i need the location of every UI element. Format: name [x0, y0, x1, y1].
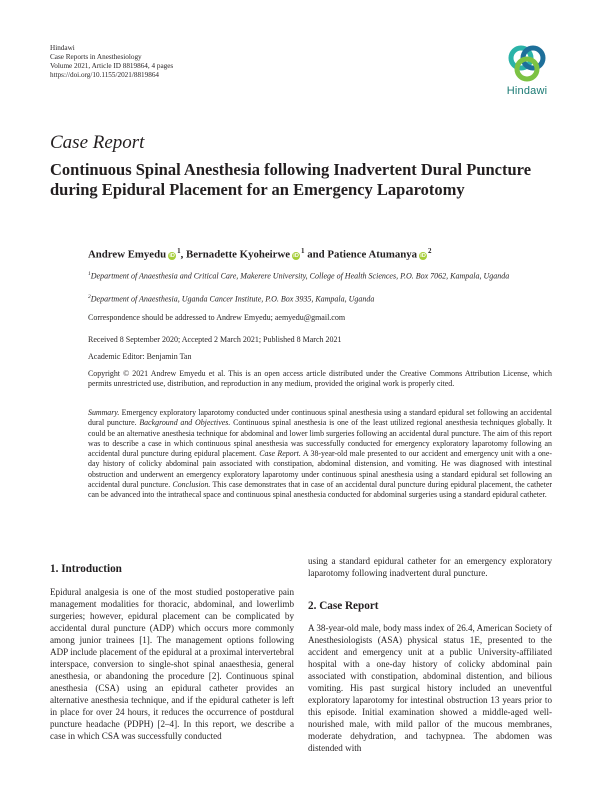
hindawi-logo — [498, 44, 556, 104]
body-paragraph: Epidural analgesia is one of the most studied postoperative pain management modalities for thoracic, abdominal, and lowerlimb surgeries; however, epidural placement can be complicated by accidental dural puncture (ADP) which occurs more commonly among junior trainees [1]. The management options following ADP include placement of the epidural at a proximal intervertebral interspace, conversion to single-shot spinal anaesthesia, general anesthesia, or abandoning the procedure [2]. Continuous spinal anesthesia (CSA) using an epidural catheter provides an alternative anesthesia technique, and if the epidural catheter is left in place for over 24 hours, it reduces the occurrence of postdural puncture headache (PDPH) [2–4]. In this report, we describe a case in which CSA was successfully conducted — [50, 587, 294, 741]
abstract-label: Conclusion. — [172, 480, 211, 490]
orcid-icon[interactable]: iD — [420, 252, 426, 259]
author-name[interactable]: Andrew Emyedu — [88, 248, 167, 261]
affiliation: $^2$Department of Anaesthesia, Uganda Cancer Institute, P.O. Box 3935, Kampala, Uganda — [88, 294, 375, 304]
orcid-icon[interactable]: iD — [169, 252, 175, 259]
logo-text: Hindawi — [506, 85, 548, 97]
author-conjunction: and — [307, 248, 325, 261]
author-name[interactable]: Patience Atumanya — [327, 248, 418, 261]
abstract: Summary. Emergency exploratory laparotomy conducted under continuous spinal anesthesia using a standard epidural set following an accidental dural puncture. Background and Objectives. Continuous spinal anesthesia is one of the least utilized regional anesthesia techniques globally. It could be an alternative anesthesia technique for abdominal and lower limb surgeries following an accidental dural puncture. The aim of this report was to describe a case in which continuous spinal anesthesia was successfully conducted for emergency exploratory laparotomy following an accidental dural puncture during epidural placement. Case Report. A 38-year-old male presented to our accident and emergency unit with a one-day history of colicky abdominal pain associated with constipation, abdominal distension, and vomiting. He was diagnosed with intestinal obstruction and underwent an emergency exploratory laparotomy under continuous spinal anesthesia using a standard epidural set following an accidental dural puncture. Conclusion. This case demonstrates that in case of an accidental dural puncture during epidural placement, the catheter can be advanced into the intrathecal space and continuous spinal anesthesia conducted for abdominal surgeries using a standard epidural catheter. — [88, 408, 553, 500]
journal-name: Case Reports in Anesthesiology — [50, 53, 142, 61]
section-heading: 2. Case Report — [308, 600, 379, 612]
academic-editor: Academic Editor: Benjamin Tan — [88, 352, 192, 361]
body-paragraph: A 38-year-old male, body mass index of 26.4, American Society of Anesthesiologists (ASA) physical status 1E, presented to the accident and emergency unit at a public University-affiliated hospital with a one-day history of colicky abdominal pain associated with constipation, abdominal distention, and bilious vomiting. His past surgical history included an uneventful exploratory laparotomy for intestinal obstruction 13 years prior to this episode. Initial examination showed a middle-aged well-nourished male, with mild pallor of the mucous membranes, moderate dehydration, and tachypnea. The abdomen was distended with — [308, 623, 552, 753]
hindawi-logo-icon — [504, 44, 550, 84]
article-type: Case Report — [50, 132, 145, 153]
publisher-name: Hindawi — [50, 44, 75, 52]
copyright-notice: Copyright © 2021 Andrew Emyedu et al. This is an open access article distributed under the Creative Commons Attribution License, which permits unrestricted use, distribution, and reproduction in any medium, provided the original work is properly cited. — [88, 369, 552, 389]
section-heading: 1. Introduction — [50, 563, 122, 575]
orcid-icon[interactable]: iD — [293, 252, 299, 259]
body-paragraph: using a standard epidural catheter for an emergency exploratory laparotomy following inadvertent dural puncture. — [308, 556, 552, 578]
doi-link[interactable]: https://doi.org/10.1155/2021/8819864 — [50, 71, 160, 79]
abstract-label: Case Report. — [259, 449, 301, 459]
article-dates: Received 8 September 2020; Accepted 2 March 2021; Published 8 March 2021 — [88, 335, 342, 344]
affiliation: $^1$Department of Anaesthesia and Critical Care, Makerere University, College of Health Sciences, P.O. Box 7062, Kampala, Uganda — [88, 271, 510, 281]
volume-info: Volume 2021, Article ID 8819864, 4 pages — [50, 62, 174, 70]
abstract-label: Summary. — [88, 408, 120, 417]
abstract-label: Background and Objectives. — [139, 418, 231, 428]
correspondence: Correspondence should be addressed to Andrew Emyedu; aemyedu@gmail.com — [88, 313, 346, 322]
author-name[interactable]: Bernadette Kyoheirwe — [186, 248, 291, 261]
journal-meta — [50, 44, 173, 80]
author-list: Andrew Emyedu $iD^1$, Bernadette Kyoheirwe $iD^1$ and Patience Atumanya $iD^2$ — [88, 247, 432, 261]
article-title: Continuous Spinal Anesthesia following Inadvertent Dural Puncture during Epidural Placement for an Emergency Laparotomy — [50, 160, 532, 199]
